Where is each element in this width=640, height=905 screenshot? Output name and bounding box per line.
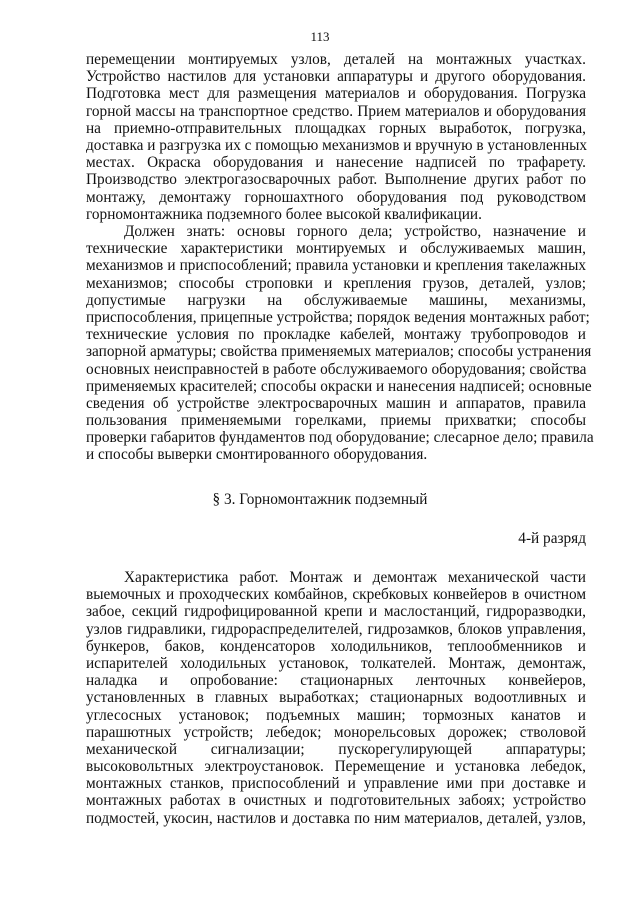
text-line: Должен знать: основы горного дела; устройство, назначение и bbox=[124, 223, 586, 240]
paragraph-1 bbox=[86, 51, 586, 223]
text-line: горномонтажника подземного более высокой квалификации. bbox=[86, 205, 482, 223]
paragraph-2 bbox=[86, 223, 594, 464]
text-line: Производство электрогазосварочных работ. Выполнение других работ по bbox=[86, 171, 586, 189]
text-line: пользования применяемыми горелками, приемы прихватки; способы bbox=[86, 412, 586, 430]
text-line: основных неисправностей в работе обслуживаемого оборудования; свойства bbox=[86, 360, 587, 378]
text-line: местах. Окраска оборудования и нанесение надписей по трафарету. bbox=[86, 154, 586, 172]
text-line: парашютных устройств; лебедок; монорельсовых дорожек; стволовой bbox=[86, 723, 586, 741]
text-line: узлов гидравлики, гидрораспределителей, гидрозамков, блоков управления, bbox=[86, 620, 586, 638]
text-line: механической сигнализации; пускорегулирующей аппаратуры; bbox=[86, 740, 586, 758]
text-line: запорной арматуры; свойства применяемых материалов; способы устранения bbox=[86, 343, 592, 361]
text-line: механизмов и приспособлений; правила установки и крепления такелажных bbox=[86, 257, 586, 275]
text-line: сведения об устройстве электросварочных машин и аппаратов, правила bbox=[86, 394, 586, 412]
page-number: 113 bbox=[310, 29, 330, 44]
text-line: Характеристика работ. Монтаж и демонтаж механической части bbox=[124, 569, 586, 586]
text-line: приспособления, прицепные устройства; порядок ведения монтажных работ; bbox=[86, 308, 590, 326]
text-line: установленных в главных выработках; стационарных водоотливных и bbox=[86, 689, 586, 707]
text-line: доставка и разгрузка их с помощью механизмов и вручную в установленных bbox=[86, 136, 588, 154]
grade-label: 4-й разряд bbox=[518, 530, 586, 547]
text-line: углесосных установок; подъемных машин; тормозных канатов и bbox=[86, 706, 586, 724]
text-line: механизмов; способы строповки и крепления грузов, деталей, узлов; bbox=[86, 274, 586, 292]
text-line: монтажных работах в очистных и подготовительных забоях; устройство bbox=[86, 792, 586, 810]
text-line: применяемых красителей; способы окраски и нанесения надписей; основные bbox=[86, 377, 592, 395]
paragraph-3 bbox=[86, 569, 586, 827]
section-heading: § 3. Горномонтажник подземный bbox=[212, 491, 428, 508]
text-line: технические условия по прокладке кабелей, монтажу трубопроводов и bbox=[86, 326, 586, 344]
text-line: испарителей холодильных установок, толкателей. Монтаж, демонтаж, bbox=[86, 654, 586, 672]
text-line: наладка и опробование: стационарных ленточных конвейеров, bbox=[86, 672, 586, 690]
text-line: горной массы на транспортное средство. Прием материалов и оборудования bbox=[86, 102, 586, 120]
text-line: выемочных и проходческих комбайнов, скребковых конвейеров в очистном bbox=[86, 586, 586, 604]
text-line: монтажных станков, приспособлений и управление ими при доставке и bbox=[86, 775, 586, 793]
text-line: на приемно-отправительных площадках горных выработок, погрузка, bbox=[86, 119, 586, 137]
text-line: монтажу, демонтажу горношахтного оборудования под руководством bbox=[86, 188, 586, 206]
text-line: Устройство настилов для установки аппаратуры и другого оборудования. bbox=[86, 68, 586, 86]
text-line: бункеров, баков, конденсаторов холодильников, теплообменников и bbox=[86, 637, 586, 655]
text-line: проверки габаритов фундаментов под оборудование; слесарное дело; правила bbox=[86, 429, 594, 447]
text-line: допустимые нагрузки на обслуживаемые машины, механизмы, bbox=[86, 291, 586, 309]
text-line: перемещении монтируемых узлов, деталей на монтажных участках. bbox=[86, 51, 586, 68]
text-line: и способы выверки смонтированного оборудования. bbox=[86, 446, 428, 464]
text-line: Подготовка мест для размещения материалов и оборудования. Погрузка bbox=[86, 85, 586, 103]
text-line: подмостей, укосин, настилов и доставка по ним материалов, деталей, узлов, bbox=[86, 809, 586, 827]
text-line: технические характеристики монтируемых и обслуживаемых машин, bbox=[86, 240, 586, 258]
text-line: забое, секций гидрофицированной крепи и маслостанций, гидроразводки, bbox=[86, 603, 586, 621]
text-line: высоковольтных электроустановок. Перемещение и установка лебедок, bbox=[86, 758, 586, 776]
